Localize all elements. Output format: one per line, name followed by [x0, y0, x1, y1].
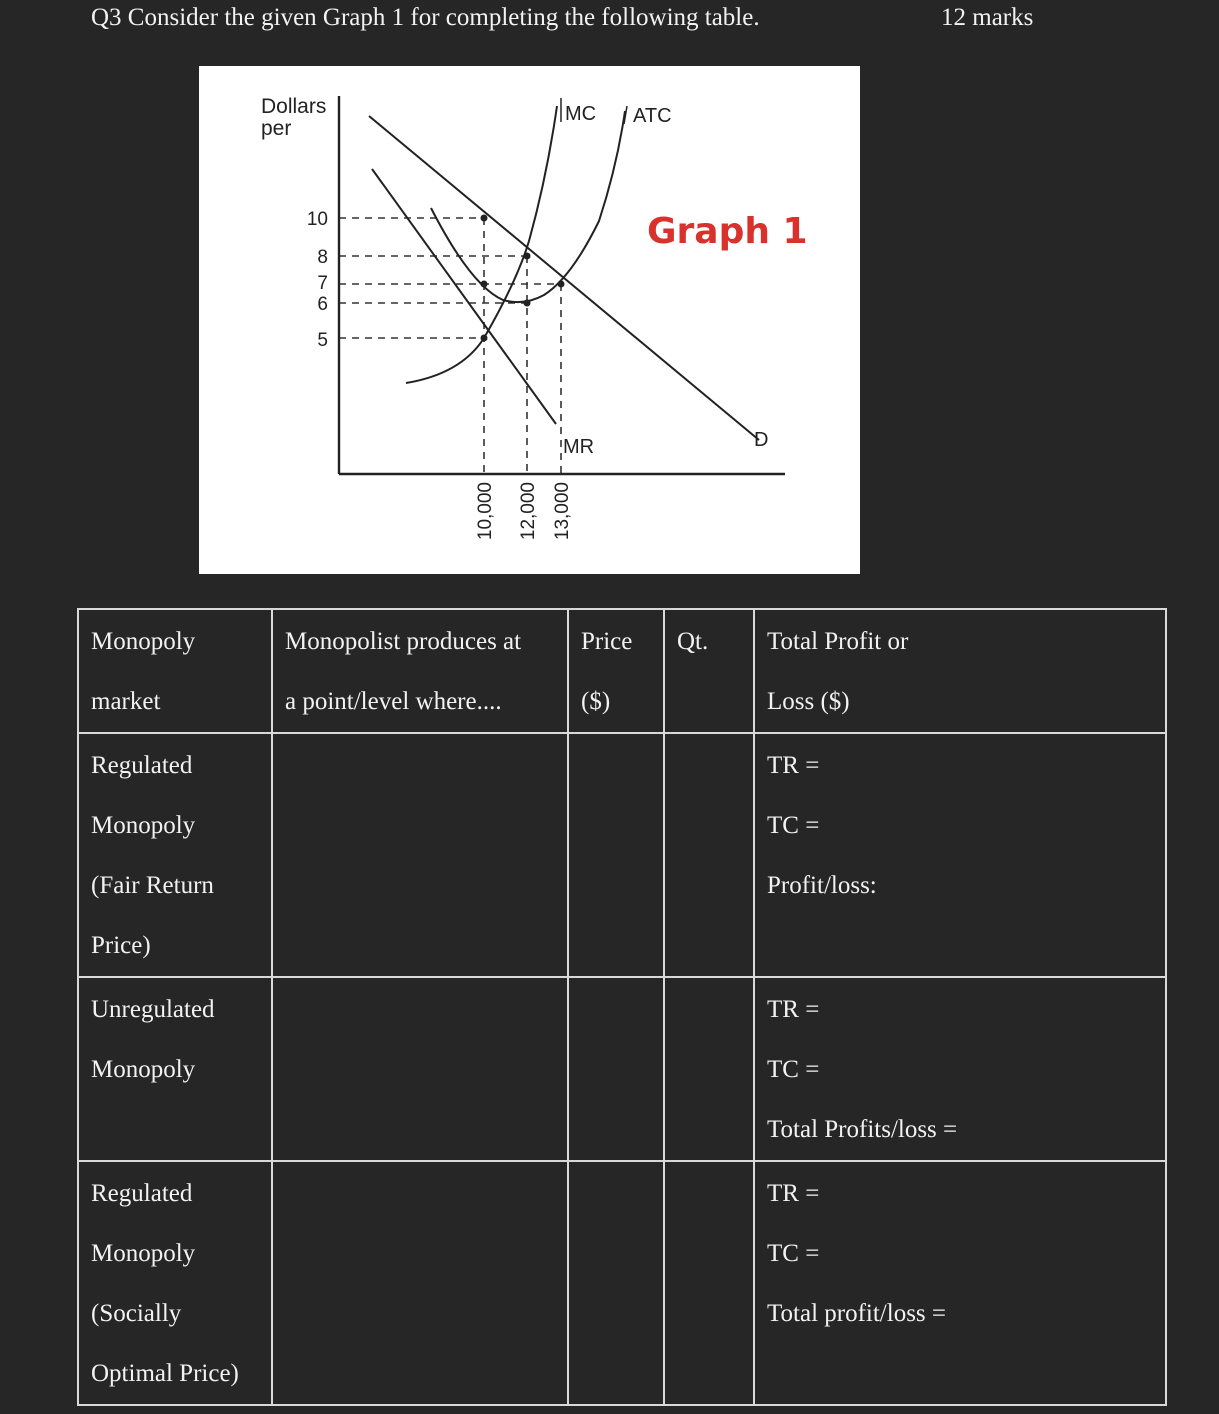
table-row-fair-return [78, 733, 1166, 977]
point-p7b [558, 281, 565, 288]
curve-labels [563, 103, 768, 458]
header-market-line2: market [91, 688, 161, 715]
y-tick-labels [307, 209, 328, 351]
x-tick-labels [475, 482, 573, 540]
header-price-line2: ($) [581, 688, 611, 715]
profit-loss-label: Total profit/loss = [767, 1300, 947, 1327]
header-produces-line1: Monopolist produces at [285, 628, 522, 655]
graph-1-figure [199, 66, 860, 574]
market-line: Regulated [91, 1180, 193, 1207]
point-p5 [481, 335, 488, 342]
market-line: Monopoly [91, 1056, 196, 1083]
market-cell [78, 977, 272, 1161]
tc-label: TC = [767, 1240, 820, 1267]
graph-1-svg [199, 66, 860, 574]
atc-curve [431, 111, 625, 302]
header-market [78, 609, 272, 733]
y-tick-6: 6 [317, 294, 328, 315]
profit-cell[interactable] [754, 733, 1166, 977]
market-cell [78, 1161, 272, 1405]
mr-curve [372, 169, 556, 424]
graph-title: Graph 1 [647, 211, 808, 252]
price-answer-cell[interactable] [568, 733, 664, 977]
profit-cell[interactable] [754, 977, 1166, 1161]
marks-label: 12 marks [941, 4, 1034, 31]
point-p7 [481, 281, 488, 288]
header-price [568, 609, 664, 733]
x-tick-13000: 13,000 [552, 482, 573, 541]
point-p8 [524, 253, 531, 260]
qty-answer-cell[interactable] [664, 1161, 754, 1405]
y-axis-label-line1: Dollars [261, 95, 327, 118]
y-axis-label-line2: per [261, 117, 292, 140]
tc-label: TC = [767, 1056, 820, 1083]
y-tick-5: 5 [317, 330, 328, 351]
mc-curve [406, 106, 557, 383]
curves [369, 106, 759, 440]
profit-loss-label: Total Profits/loss = [767, 1116, 958, 1143]
header-qty [664, 609, 754, 733]
tr-label: TR = [767, 752, 820, 779]
produces-answer-cell[interactable] [272, 733, 568, 977]
mr-label: MR [563, 436, 595, 458]
market-line: (Socially [91, 1300, 182, 1327]
market-cell [78, 733, 272, 977]
header-profit-line1: Total Profit or [767, 628, 909, 655]
header-profit-line2: Loss ($) [767, 688, 850, 715]
tr-label: TR = [767, 996, 820, 1023]
y-tick-10: 10 [306, 209, 328, 230]
market-line: Unregulated [91, 996, 215, 1023]
table-row-socially-optimal [78, 1161, 1166, 1405]
header-produces-line2: a point/level where.... [285, 688, 502, 715]
y-tick-7: 7 [317, 273, 328, 294]
point-p10 [481, 215, 488, 222]
question-title: Q3 Consider the given Graph 1 for completing the following table. [91, 4, 760, 31]
market-line: Optimal Price) [91, 1360, 239, 1387]
header-qty-line1: Qt. [677, 628, 709, 655]
price-answer-cell[interactable] [568, 1161, 664, 1405]
header-produces [272, 609, 568, 733]
market-line: Regulated [91, 752, 193, 779]
market-line: (Fair Return [91, 872, 214, 899]
tr-label: TR = [767, 1180, 820, 1207]
x-tick-10000: 10,000 [475, 482, 496, 541]
price-answer-cell[interactable] [568, 977, 664, 1161]
market-line: Price) [91, 932, 151, 959]
profit-loss-label: Profit/loss: [767, 872, 877, 899]
x-tick-12000: 12,000 [518, 482, 539, 541]
qty-answer-cell[interactable] [664, 977, 754, 1161]
mc-label: MC [565, 103, 597, 125]
qty-answer-cell[interactable] [664, 733, 754, 977]
table-header-row [78, 609, 1166, 733]
header-price-line1: Price [581, 628, 633, 655]
produces-answer-cell[interactable] [272, 1161, 568, 1405]
answer-table [77, 608, 1167, 1406]
profit-cell[interactable] [754, 1161, 1166, 1405]
produces-answer-cell[interactable] [272, 977, 568, 1161]
header-market-line1: Monopoly [91, 628, 196, 655]
d-label: D [754, 429, 769, 451]
market-line: Monopoly [91, 1240, 196, 1267]
tc-label: TC = [767, 812, 820, 839]
table-row-unregulated [78, 977, 1166, 1161]
y-tick-8: 8 [317, 247, 328, 268]
point-p6 [524, 300, 531, 307]
header-profit [754, 609, 1166, 733]
atc-label: ATC [633, 105, 672, 127]
market-line: Monopoly [91, 812, 196, 839]
